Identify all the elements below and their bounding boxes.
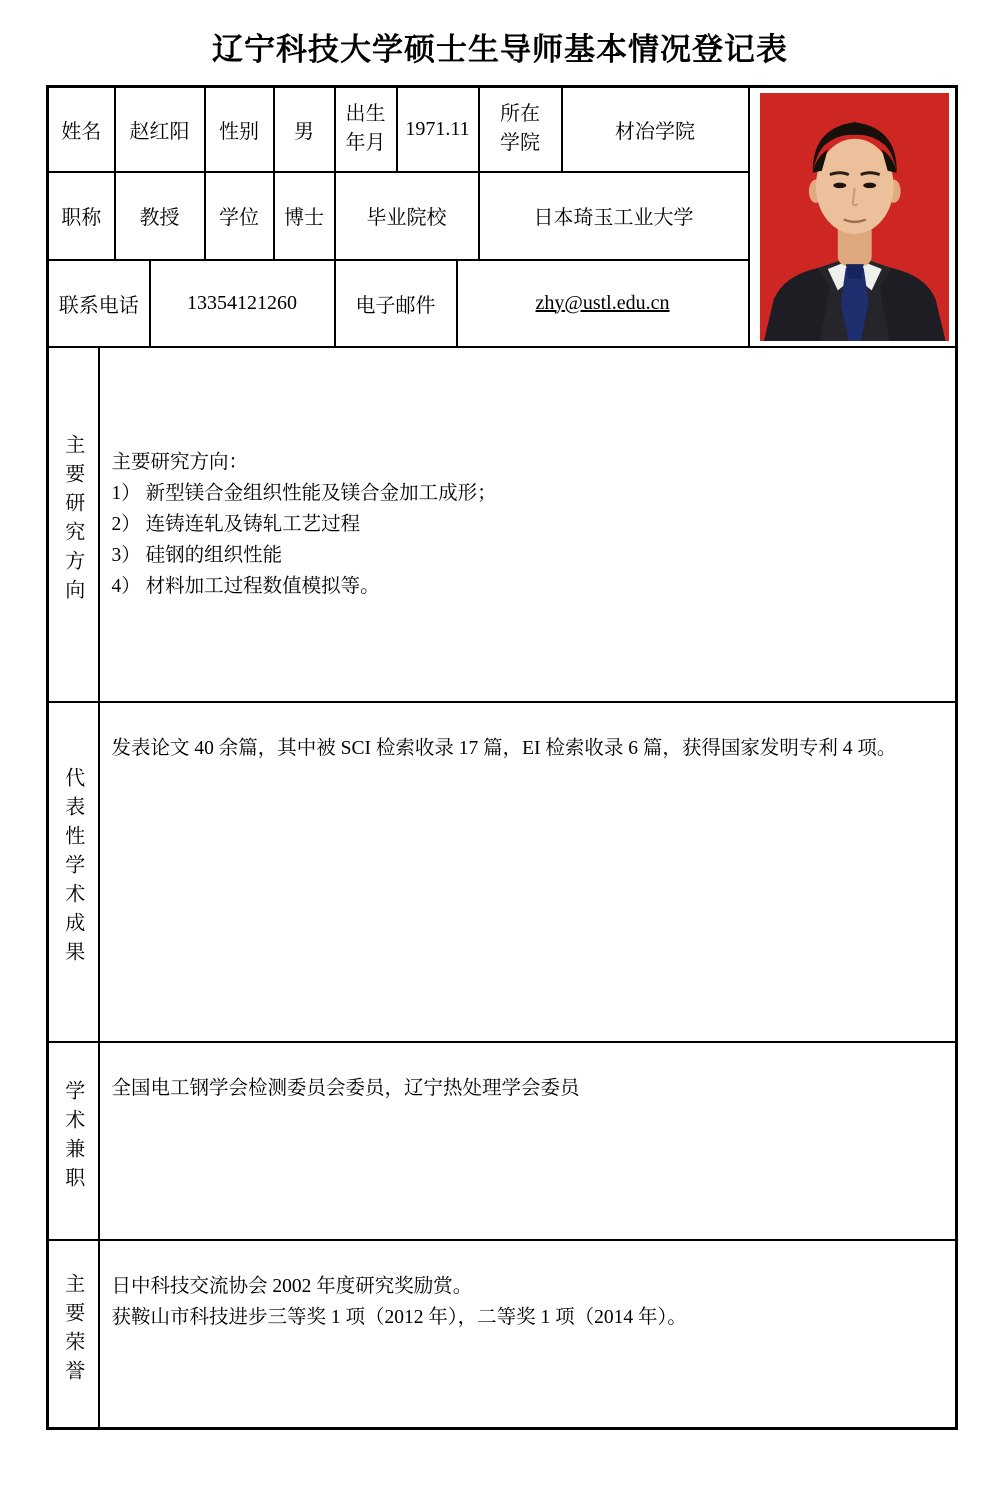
gender-label: 性别 (205, 87, 274, 172)
email-label: 电子邮件 (335, 260, 457, 347)
birth-label (335, 87, 397, 172)
college-value: 材冶学院 (562, 87, 749, 172)
text-line: 2） 连铸连轧及铸轧工艺过程 (111, 513, 361, 535)
portrait-photo-image (760, 93, 950, 341)
table-row-memberships (48, 1042, 957, 1240)
text-line: 获鞍山市科技进步三等奖 1 项（2012 年），二等奖 1 项（2014 年）。 (111, 1306, 687, 1328)
honors-section-label: 主要荣誉 (48, 1240, 99, 1429)
text-line: 全国电工钢学会检测委员会委员，辽宁热处理学会委员 (111, 1077, 580, 1099)
id-photo (750, 88, 956, 342)
text-line: 主要研究方向： (111, 451, 249, 473)
registration-table (46, 85, 958, 1430)
name-label: 姓名 (48, 87, 115, 172)
photo-cell (749, 87, 957, 347)
achievements-section-label: 代表性学术成果 (48, 702, 99, 1042)
text-line: 4） 材料加工过程数值模拟等。 (111, 575, 380, 597)
research-section-label: 主要研究方向 (48, 347, 99, 702)
phone-value: 13354121260 (150, 260, 335, 347)
birth-label-text: 出生年月 (345, 103, 386, 155)
achievements-section-content (99, 702, 957, 1042)
honors-section-content (99, 1240, 957, 1429)
gender-value: 男 (274, 87, 335, 172)
text-line: 3） 硅钢的组织性能 (111, 544, 283, 566)
table-row-basic-1 (48, 87, 957, 172)
research-section-content (99, 347, 957, 702)
email-value (457, 260, 749, 347)
table-row-honors (48, 1240, 957, 1429)
memberships-section-content (99, 1042, 957, 1240)
phone-label: 联系电话 (48, 260, 150, 347)
table-row-achievements (48, 702, 957, 1042)
page-title: 辽宁科技大学硕士生导师基本情况登记表 (212, 32, 788, 67)
text-line: 发表论文 40 余篇，其中被 SCI 检索收录 17 篇，EI 检索收录 6 篇，获得国家发明专利 4 项。 (111, 737, 897, 759)
email-link[interactable]: zhy@ustl.edu.cn (535, 291, 670, 314)
birth-value: 1971.11 (397, 87, 479, 172)
college-label-text: 所在学院 (500, 103, 541, 155)
degree-label: 学位 (205, 172, 274, 260)
college-label (479, 87, 562, 172)
graduate-school-value: 日本琦玉工业大学 (479, 172, 749, 260)
table-row-research (48, 347, 957, 702)
degree-value: 博士 (274, 172, 335, 260)
graduate-school-label: 毕业院校 (335, 172, 479, 260)
text-line: 1） 新型镁合金组织性能及镁合金加工成形； (111, 482, 497, 504)
name-value: 赵红阳 (115, 87, 205, 172)
job-title-value: 教授 (115, 172, 205, 260)
memberships-section-label: 学术兼职 (48, 1042, 99, 1240)
job-title-label: 职称 (48, 172, 115, 260)
text-line: 日中科技交流协会 2002 年度研究奖励赏。 (111, 1275, 473, 1297)
